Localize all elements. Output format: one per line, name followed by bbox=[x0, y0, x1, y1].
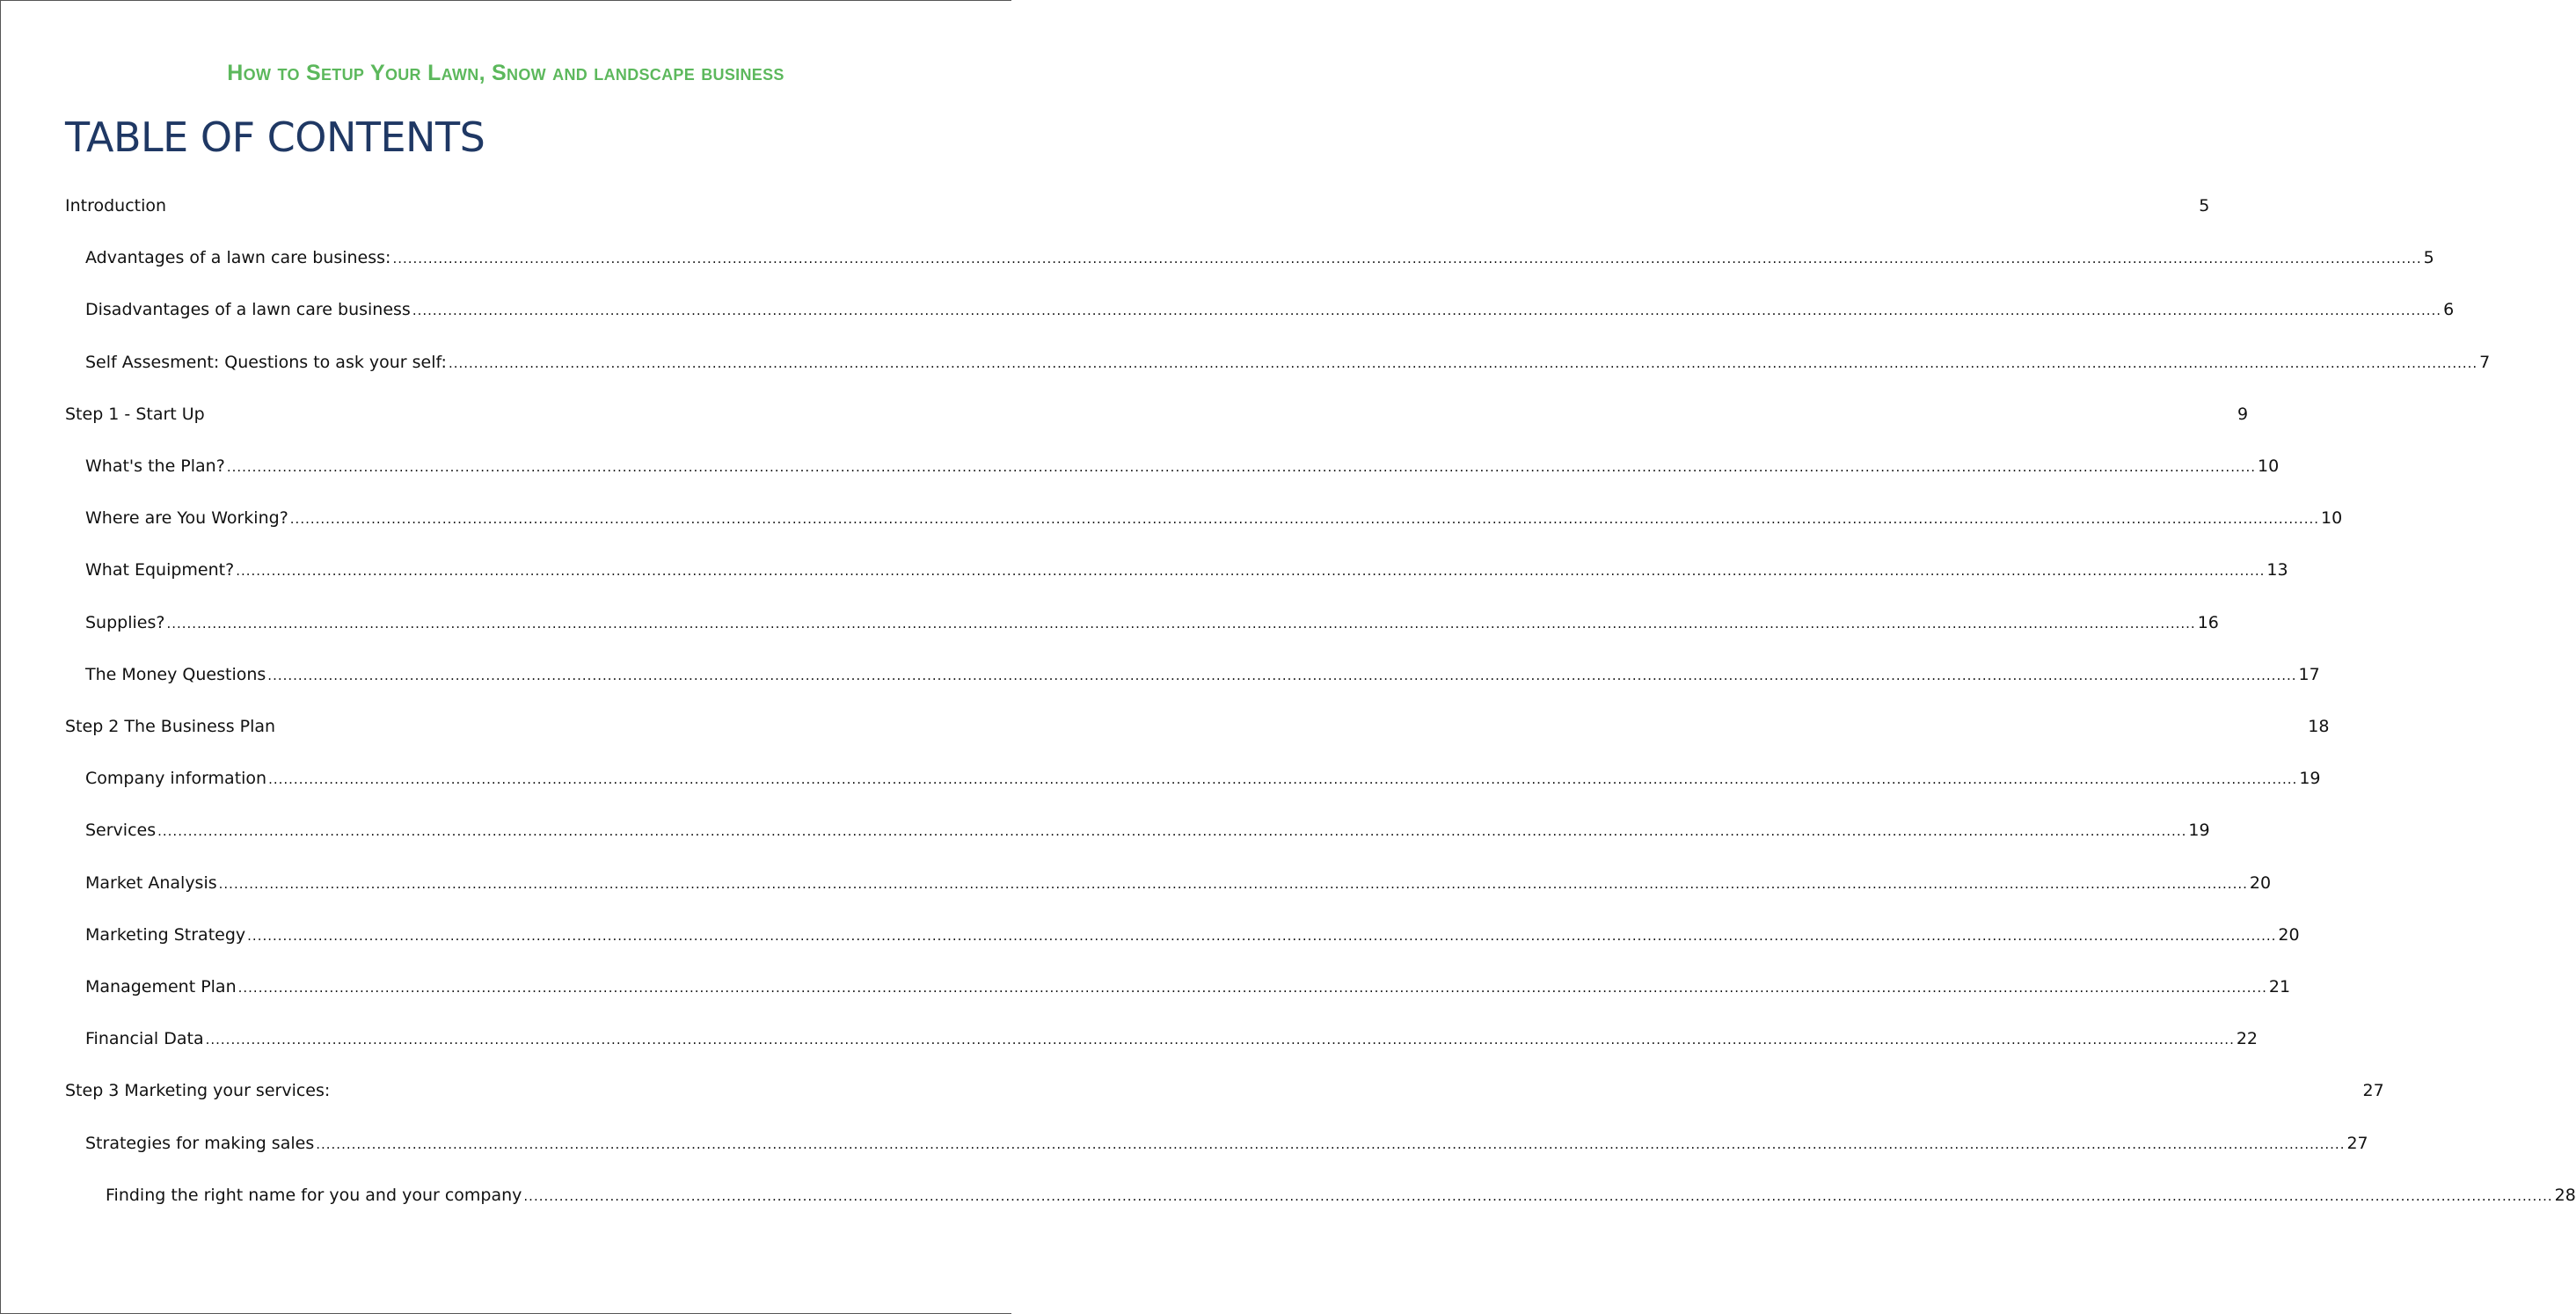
toc-dot-leader: ................................................................................................................................................................................................................................................................................................................................................................................................................ bbox=[412, 303, 2442, 318]
toc-entry-label: What Equipment? bbox=[85, 560, 235, 580]
toc-dot-leader: ................................................................................................................................................................................................................................................................................................................................................................................................................ bbox=[157, 823, 2187, 839]
toc-entry-page-number: 13 bbox=[2266, 560, 2288, 580]
toc-entry[interactable] bbox=[85, 767, 2321, 790]
toc-entry-page-number: 22 bbox=[2236, 1029, 2259, 1048]
toc-entry[interactable] bbox=[85, 298, 2455, 321]
toc-entry-page-number: 19 bbox=[2299, 769, 2321, 788]
toc-entry-page-number: 20 bbox=[2278, 925, 2300, 945]
toc-entry-page-number: 20 bbox=[2249, 873, 2272, 893]
toc-dot-leader: ................................................................................................................................................................................................................................................................................................................................................................................................................ bbox=[166, 616, 2196, 631]
toc-entry-label: Self Assesment: Questions to ask your self: bbox=[85, 353, 447, 372]
toc-dot-leader: ................................................................................................................................................................................................................................................................................................................................................................................................................ bbox=[247, 928, 2277, 944]
toc-entry[interactable] bbox=[85, 819, 2210, 842]
toc-entry[interactable] bbox=[85, 611, 2219, 634]
toc-dot-leader: ................................................................................................................................................................................................................................................................................................................................................................................................................ bbox=[218, 876, 2248, 892]
toc-entry-page-number: 17 bbox=[2298, 665, 2320, 684]
toc-entry[interactable] bbox=[85, 246, 2434, 269]
toc-entry-label: Marketing Strategy bbox=[85, 925, 246, 945]
toc-entry-label: Advantages of a lawn care business: bbox=[85, 248, 391, 267]
toc-entry[interactable] bbox=[85, 1027, 2259, 1050]
toc-entry-page-number: 10 bbox=[2258, 456, 2280, 476]
running-header: How to Setup Your Lawn, Snow and landscape business bbox=[227, 61, 784, 85]
toc-dot-leader: ................................................................................................................................................................................................................................................................................................................................................................................................................ bbox=[267, 668, 2297, 683]
toc-entry-page-number: 16 bbox=[2197, 613, 2219, 632]
toc-dot-leader: ................................................................................................................................................................................................................................................................................................................................................................................................................ bbox=[236, 563, 2266, 579]
toc-entry[interactable] bbox=[85, 1132, 2368, 1155]
toc-entry[interactable] bbox=[85, 975, 2291, 998]
toc-entry-label: What's the Plan? bbox=[85, 456, 225, 476]
toc-entry[interactable] bbox=[85, 455, 2280, 478]
toc-entry-page-number: 5 bbox=[2423, 248, 2434, 267]
toc-entry-page-number: 21 bbox=[2268, 977, 2291, 996]
toc-dot-leader: ................................................................................................................................................................................................................................................................................................................................................................................................................ bbox=[226, 459, 2257, 475]
toc-entry-label: Finding the right name for you and your company bbox=[106, 1186, 522, 1205]
toc-entry[interactable] bbox=[85, 923, 2300, 946]
toc-entry-label: The Money Questions bbox=[85, 665, 266, 684]
toc-dot-leader: ................................................................................................................................................................................................................................................................................................................................................................................................................ bbox=[205, 1032, 2235, 1048]
toc-entry-label: Strategies for making sales bbox=[85, 1134, 315, 1153]
page-title: TABLE OF CONTENTS bbox=[65, 113, 485, 161]
toc-entry-page-number: 28 bbox=[2554, 1186, 2576, 1205]
toc-dot-leader: ................................................................................................................................................................................................................................................................................................................................................................................................................ bbox=[392, 251, 2422, 266]
toc-entry-label: Company information bbox=[85, 769, 267, 788]
toc-entry[interactable] bbox=[65, 1079, 2384, 1102]
toc-entry[interactable] bbox=[85, 663, 2320, 686]
toc-entry-label: Services bbox=[85, 821, 157, 840]
toc-entry-label: Step 1 - Start Up bbox=[65, 405, 205, 424]
table-of-contents bbox=[1, 1, 2576, 1313]
toc-entry-label: Supplies? bbox=[85, 613, 165, 632]
toc-dot-leader: ................................................................................................................................................................................................................................................................................................................................................................................................................ bbox=[448, 355, 2478, 371]
toc-dot-leader: ................................................................................................................................................................................................................................................................................................................................................................................................................ bbox=[316, 1136, 2346, 1152]
toc-entry-page-number: 7 bbox=[2479, 353, 2491, 372]
toc-entry-label: Financial Data bbox=[85, 1029, 204, 1048]
toc-entry-label: Step 3 Marketing your services: bbox=[65, 1081, 331, 1100]
toc-entry-page-number: 10 bbox=[2321, 508, 2343, 528]
toc-dot-leader: ................................................................................................................................................................................................................................................................................................................................................................................................................ bbox=[237, 980, 2267, 996]
toc-dot-leader: ................................................................................................................................................................................................................................................................................................................................................................................................................ bbox=[523, 1188, 2553, 1204]
toc-entry-page-number: 19 bbox=[2188, 821, 2210, 840]
toc-entry[interactable] bbox=[85, 872, 2272, 894]
toc-entry-label: Where are You Working? bbox=[85, 508, 288, 528]
toc-entry-label: Step 2 The Business Plan bbox=[65, 717, 276, 736]
toc-entry-page-number: 5 bbox=[2199, 196, 2210, 215]
toc-entry[interactable] bbox=[65, 715, 2330, 738]
toc-entry-label: Disadvantages of a lawn care business bbox=[85, 300, 411, 319]
toc-entry-page-number: 9 bbox=[2237, 405, 2249, 424]
toc-entry-label: Market Analysis bbox=[85, 873, 217, 893]
toc-entry[interactable] bbox=[85, 558, 2288, 581]
toc-entry-page-number: 6 bbox=[2443, 300, 2455, 319]
toc-entry[interactable] bbox=[85, 507, 2343, 529]
toc-entry-label: Introduction bbox=[65, 196, 167, 215]
toc-entry[interactable] bbox=[106, 1184, 2576, 1207]
toc-dot-leader: ................................................................................................................................................................................................................................................................................................................................................................................................................ bbox=[289, 511, 2320, 527]
toc-entry-label: Management Plan bbox=[85, 977, 237, 996]
toc-entry[interactable] bbox=[65, 194, 2210, 217]
toc-entry-page-number: 27 bbox=[2362, 1081, 2384, 1100]
toc-entry[interactable] bbox=[85, 351, 2491, 374]
toc-entry[interactable] bbox=[65, 403, 2249, 426]
toc-entry-page-number: 18 bbox=[2308, 717, 2330, 736]
toc-dot-leader: ................................................................................................................................................................................................................................................................................................................................................................................................................ bbox=[268, 771, 2298, 787]
toc-entry-page-number: 27 bbox=[2346, 1134, 2368, 1153]
